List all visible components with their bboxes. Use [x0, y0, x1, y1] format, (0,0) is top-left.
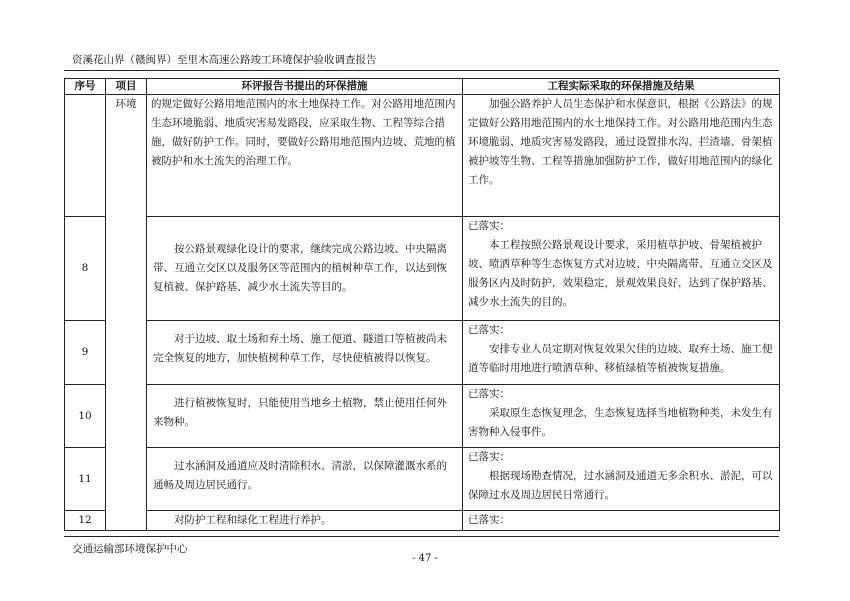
- table-row: [65, 95, 780, 217]
- footer-org: 交通运输部环境保护中心: [72, 543, 188, 555]
- row-no: 12: [65, 511, 106, 531]
- measure-text: 对于边坡、取土场和弃土场、施工便道、隧道口等植被尚未完全恢复的地方，加快植树种草工作，尽快使植被得以恢复。: [153, 333, 447, 364]
- result-text: 加强公路养护人员生态保护和水保意识，根据《公路法》的规定做好公路用地范围内的水土地保持工作。对公路用地范围内生态环境脆弱、地质灾害易发路段，通过设置排水沟、拦渣墙、骨架植被护坡等生物、工程等措施加强防护工作，做好用地范围内的绿化工作。: [468, 98, 773, 186]
- measure-cell: [147, 511, 463, 531]
- result-text: 根据现场勘查情况，过水涵洞及通道无多余积水、淤泥，可以保障过水及周边居民日常通行。: [468, 470, 773, 501]
- row-no: [65, 95, 106, 217]
- measure-cell: [147, 448, 463, 511]
- measure-cell: [147, 95, 463, 217]
- measure-spacer: [153, 222, 456, 240]
- status-text: 已落实：: [468, 514, 510, 526]
- measures-table: [64, 78, 780, 531]
- category-cell: 环境: [106, 95, 147, 531]
- result-text: 本工程按照公路景观设计要求，采用植草护坡、骨架植被护坡、喷洒草种等生态恢复方式对边坡、中央隔离带、互通立交区及服务区内及时防护，效果稳定，景观效果良好，达到了保护路基、减少水土流失的目的。: [468, 239, 773, 308]
- table-row: [65, 385, 780, 448]
- result-cell: [463, 321, 780, 385]
- result-cell: [463, 448, 780, 511]
- measure-cell: [147, 217, 463, 321]
- result-cell: [463, 511, 780, 531]
- header-rule: [64, 70, 779, 71]
- col-header-result: 工程实际采取的环保措施及结果: [463, 79, 780, 95]
- result-cell: [463, 217, 780, 321]
- result-cell: [463, 385, 780, 448]
- table-header-row: [65, 79, 780, 95]
- row-no: 11: [65, 448, 106, 511]
- table-row: [65, 448, 780, 511]
- measure-text: 的规定做好公路用地范围内的水土地保持工作。对公路用地范围内生态环境脆弱、地质灾害易发路段，应采取生物、工程等综合措施，做好防护工作。同时，要做好公路用地范围内边坡、荒地的植被防护和水土流失的治理工作。: [151, 98, 456, 167]
- table-row: [65, 511, 780, 531]
- row-no: 9: [65, 321, 106, 385]
- row-no: 8: [65, 217, 106, 321]
- col-header-item: 项目: [106, 79, 147, 95]
- result-text: 采取原生态恢复理念，生态恢复选择当地植物种类，未发生有害物种入侵事件。: [468, 407, 773, 438]
- table-row: [65, 321, 780, 385]
- page-header: 资溪花山界（赣闽界）至里木高速公路竣工环境保护验收调查报告: [72, 54, 377, 66]
- result-cell: [463, 95, 780, 217]
- table-row: [65, 217, 780, 321]
- measure-text: 按公路景观绿化设计的要求，继续完成公路边坡、中央隔离带、互通立交区以及服务区等范围内的植树种草工作，以达到恢复植被、保护路基、减少水土流失等目的。: [153, 243, 447, 293]
- page-number: - 47 -: [412, 553, 438, 564]
- row-no: 10: [65, 385, 106, 448]
- status-text: 已落实：: [468, 451, 510, 463]
- footer-rule: [64, 536, 779, 537]
- status-text: 已落实：: [468, 324, 510, 336]
- measure-text: 过水涵洞及通道应及时清除积水、清淤，以保障灌溉水系的通畅及周边居民通行。: [153, 460, 447, 491]
- status-text: 已落实：: [468, 388, 510, 400]
- col-header-no: 序号: [65, 79, 106, 95]
- col-header-measure: 环评报告书提出的环保措施: [147, 79, 463, 95]
- status-text: 已落实：: [468, 220, 510, 232]
- measure-cell: [147, 321, 463, 385]
- measure-cell: [147, 385, 463, 448]
- result-text: 安排专业人员定期对恢复效果欠佳的边坡、取弃土场、施工便道等临时用地进行喷洒草种、移植绿植等植被恢复措施。: [468, 343, 773, 374]
- measure-text: 对防护工程和绿化工程进行养护。: [174, 514, 332, 526]
- measure-text: 进行植被恢复时，只能使用当地乡土植物，禁止使用任何外来物种。: [153, 397, 447, 428]
